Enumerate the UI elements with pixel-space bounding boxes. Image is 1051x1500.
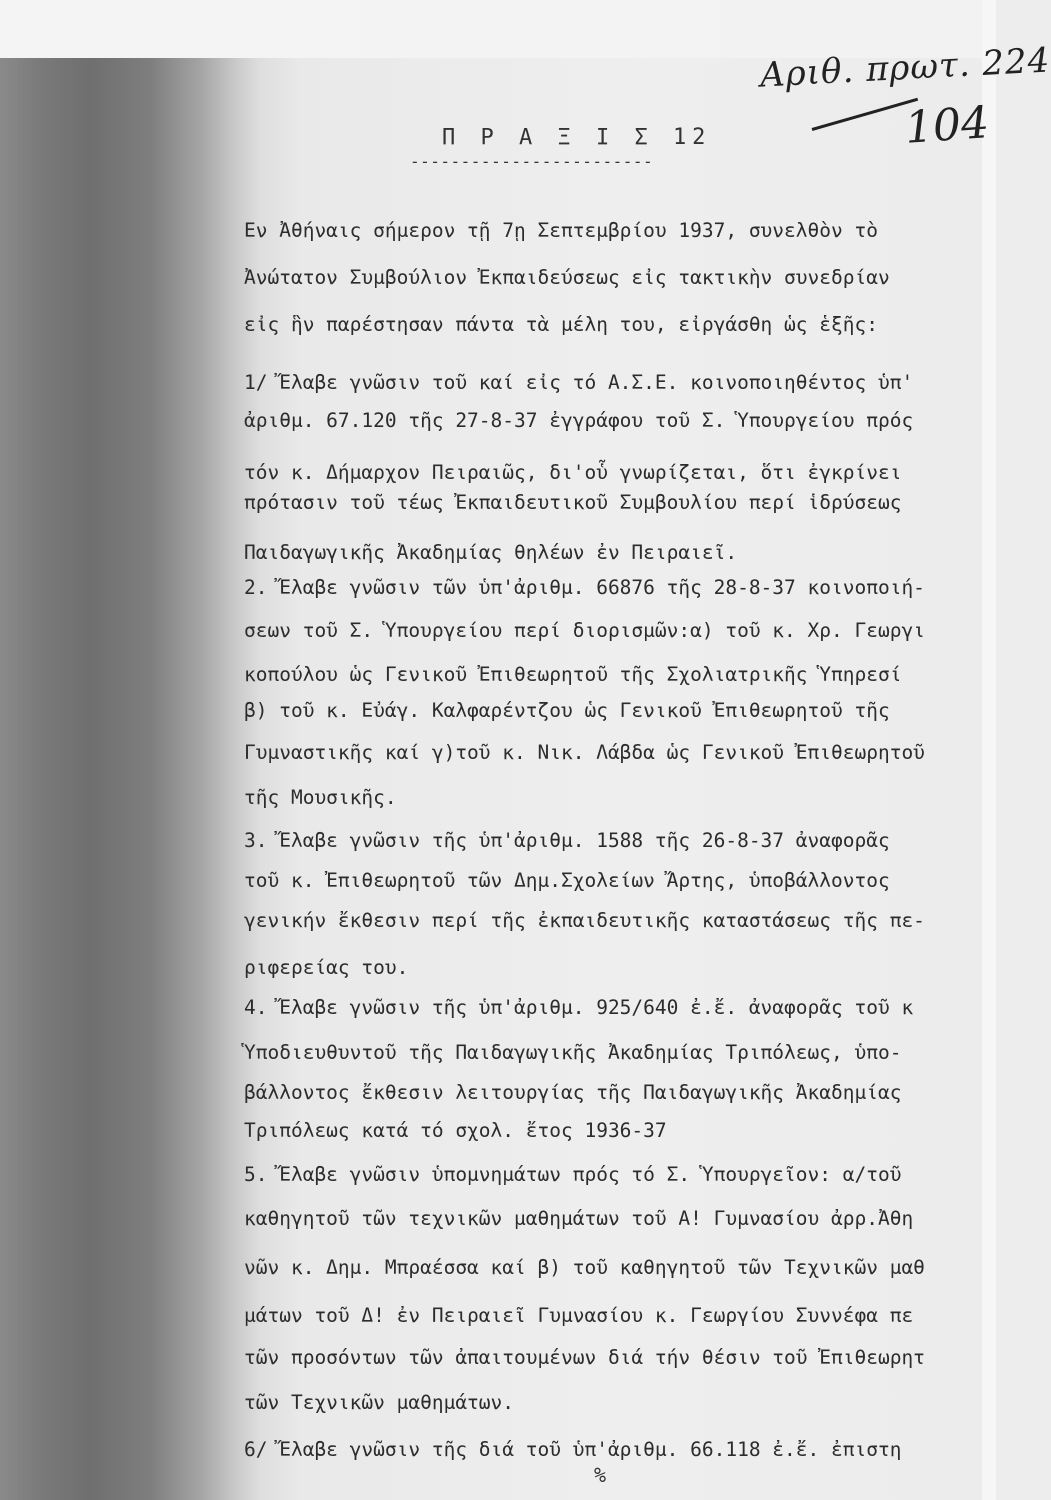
body-line: Γυμναστικῆς καί γ)τοῦ κ. Νικ. Λάβδα ὡς Γενικοῦ Ἐπιθεωρητοῦ	[244, 741, 925, 764]
page-top-margin	[0, 0, 996, 58]
body-line: νῶν κ. Δημ. Μπραέσσα καί β) τοῦ καθηγητοῦ τῶν Τεχνικῶν μαθ	[244, 1256, 925, 1279]
body-line: ριφερείας του.	[244, 956, 409, 979]
body-line: βάλλοντος ἔκθεσιν λειτουργίας τῆς Παιδαγωγικῆς Ἀκαδημίας	[244, 1081, 902, 1104]
body-line: πρότασιν τοῦ τέως Ἐκπαιδευτικοῦ Συμβουλίου περί ἱδρύσεως	[244, 491, 902, 514]
body-line: Τριπόλεως κατά τό σχολ. ἔτος 1936-37	[244, 1119, 667, 1142]
body-line: ἀριθμ. 67.120 τῆς 27-8-37 ἐγγράφου τοῦ Σ. Ὑπουργείου πρός	[244, 409, 914, 432]
body-line: τοῦ κ. Ἐπιθεωρητοῦ τῶν Δημ.Σχολείων Ἄρτης, ὑποβάλλοντος	[244, 869, 890, 892]
body-line: β) τοῦ κ. Εὐάγ. Καλφαρέντζου ὡς Γενικοῦ Ἐπιθεωρητοῦ τῆς	[244, 699, 890, 722]
body-line: γενικήν ἔκθεσιν περί τῆς ἐκπαιδευτικῆς καταστάσεως τῆς πε-	[244, 909, 925, 932]
body-line: Ἀνώτατον Συμβούλιον Ἐκπαιδεύσεως εἰς τακτικὴν συνεδρίαν	[244, 266, 890, 289]
body-line: καθηγητοῦ τῶν τεχνικῶν μαθημάτων τοῦ Α! Γυμνασίου ἀρρ.Ἀθη	[244, 1207, 914, 1230]
body-line: 2. Ἔλαβε γνῶσιν τῶν ὑπ'ἀριθμ. 66876 τῆς 28-8-37 κοινοποιή-	[244, 576, 925, 599]
body-line: τόν κ. Δήμαρχον Πειραιῶς, δι'οὗ γνωρίζεται, ὅτι ἐγκρίνει	[244, 461, 902, 484]
body-line: 1/ Ἔλαβε γνῶσιν τοῦ καί εἰς τό Α.Σ.Ε. κοινοποιηθέντος ὑπ'	[244, 371, 914, 394]
document-title: Π Ρ Α Ξ Ι Σ 12	[442, 125, 712, 150]
body-line: Παιδαγωγικῆς Ἀκαδημίας θηλέων ἐν Πειραιεῖ.	[244, 541, 738, 564]
body-line: 6/ Ἔλαβε γνῶσιν τῆς διά τοῦ ὑπ'ἀριθμ. 66.118 ἐ.ἔ. ἐπιστη	[244, 1438, 902, 1461]
body-line: εἰς ἣν παρέστησαν πάντα τὰ μέλη του, εἰργάσθη ὡς ἑξῆς:	[244, 313, 878, 336]
handwritten-protocol-number: Αριθ. πρωτ. 224	[759, 40, 1051, 96]
body-line: τῶν προσόντων τῶν ἀπαιτουμένων διά τήν θέσιν τοῦ Ἐπιθεωρητ	[244, 1346, 925, 1369]
handwritten-stroke	[812, 98, 919, 131]
body-line: 3. Ἔλαβε γνῶσιν τῆς ὑπ'ἀριθμ. 1588 τῆς 26-8-37 ἀναφορᾶς	[244, 829, 890, 852]
body-line: σεων τοῦ Σ. Ὑπουργείου περί διορισμῶν:α) τοῦ κ. Χρ. Γεωργι	[244, 619, 925, 642]
body-line: 4. Ἔλαβε γνῶσιν τῆς ὑπ'ἀριθμ. 925/640 ἐ.ἔ. ἀναφορᾶς τοῦ κ	[244, 996, 914, 1019]
body-line: μάτων τοῦ Δ! ἐν Πειραιεῖ Γυμνασίου κ. Γεωργίου Συννέφα πε	[244, 1304, 914, 1327]
body-line: κοπούλου ὡς Γενικοῦ Ἐπιθεωρητοῦ τῆς Σχολιατρικῆς Ὑπηρεσί	[244, 663, 902, 686]
body-line: Εν Ἀθήναις σήμερον τῇ 7ῃ Σεπτεμβρίου 1937, συνελθὸν τὸ	[244, 219, 878, 242]
handwritten-page-number: 104	[903, 97, 991, 154]
page-footer-mark: %	[594, 1463, 607, 1487]
body-line: τῶν Τεχνικῶν μαθημάτων.	[244, 1391, 515, 1414]
body-line: τῆς Μουσικῆς.	[244, 786, 397, 809]
body-line: Ὑποδιευθυντοῦ τῆς Παιδαγωγικῆς Ἀκαδημίας Τριπόλεως, ὑπο-	[244, 1041, 902, 1064]
body-line: 5. Ἔλαβε γνῶσιν ὑπομνημάτων πρός τό Σ. Ὑπουργεῖον: α/τοῦ	[244, 1163, 902, 1186]
title-underline: ------------------------	[410, 152, 654, 171]
